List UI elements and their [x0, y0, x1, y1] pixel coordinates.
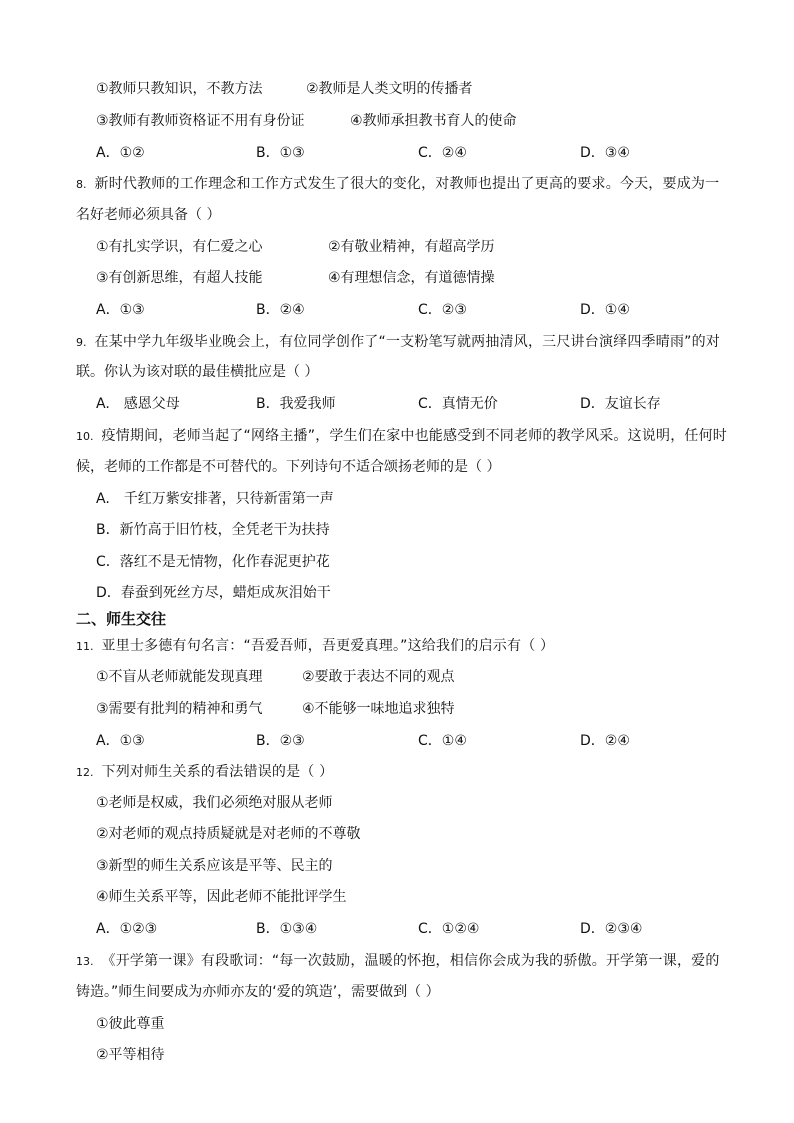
q12-stem — [76, 762, 333, 782]
q11-statement-2: ②要敢于表达不同的观点 — [302, 669, 455, 685]
q7-statement-4: ④教师承担教书育人的使命 — [350, 113, 517, 129]
q7-option-b[interactable]: B．①③ — [256, 145, 305, 161]
q7-option-a[interactable]: A．①② — [96, 145, 145, 161]
q11-statement-1: ①不盲从老师就能发现真理 — [96, 669, 263, 685]
q7-statement-2: ②教师是人类文明的传播者 — [306, 81, 473, 97]
q7-option-d[interactable]: D．③④ — [580, 145, 630, 161]
q8-statement-2: ②有敬业精神，有超高学历 — [328, 239, 495, 255]
q7-statement-1: ①教师只教知识，不教方法 — [96, 81, 263, 97]
q9-option-a[interactable]: A. 感恩父母 — [96, 396, 180, 412]
q9-option-d[interactable]: D．友谊长存 — [580, 396, 661, 412]
q8-stem — [76, 174, 719, 194]
question-number: 10. — [76, 430, 94, 443]
question-number: 9. — [76, 336, 87, 349]
q13-stem-line-2: 铸造。”师生间要成为亦师亦友的‘爱的筑造’，需要做到（ ） — [76, 984, 440, 1000]
q8-option-c[interactable]: C．②③ — [418, 302, 467, 318]
section-heading: 二、师生交往 — [76, 610, 167, 628]
q8-option-d[interactable]: D．①④ — [580, 302, 630, 318]
q12-statement-3: ③新型的师生关系应该是平等、民主的 — [96, 858, 333, 874]
q7-statement-3: ③教师有教师资格证不用有身份证 — [96, 113, 305, 129]
q12-statement-1: ①老师是权威，我们必须绝对服从老师 — [96, 795, 333, 811]
q11-stem — [76, 636, 554, 656]
question-number: 12. — [76, 766, 94, 779]
q10-option-b[interactable]: B．新竹高于旧竹枝，全凭老干为扶持 — [96, 522, 330, 538]
q13-statement-2: ②平等相待 — [96, 1047, 165, 1063]
q9-stem — [76, 332, 720, 352]
q12-option-d[interactable]: D．②③④ — [580, 921, 643, 937]
q8-option-b[interactable]: B．②④ — [256, 302, 305, 318]
q12-option-c[interactable]: C．①②④ — [418, 921, 480, 937]
q9-stem-line-2: 联。你认为该对联的最佳横批应是（ ） — [76, 364, 319, 380]
question-number: 11. — [76, 640, 94, 653]
q10-option-c[interactable]: C．落红不是无情物，化作春泥更护花 — [96, 554, 330, 570]
q11-stem-line-1: 亚里士多德有句名言：“吾爱吾师，吾更爱真理。”这给我们的启示有（ ） — [101, 638, 555, 654]
q10-option-a[interactable]: A. 千红万紫安排著，只待新雷第一声 — [96, 491, 334, 507]
q10-stem — [76, 426, 727, 446]
q13-stem — [76, 951, 720, 971]
q11-option-c[interactable]: C．①④ — [418, 733, 467, 749]
q9-option-b[interactable]: B．我爱我师 — [256, 396, 336, 412]
q8-statement-4: ④有理想信念，有道德情操 — [328, 270, 495, 286]
q12-option-a[interactable]: A．①②③ — [96, 921, 158, 937]
q8-statement-3: ③有创新思维，有超人技能 — [96, 270, 263, 286]
q10-option-d[interactable]: D．春蚕到死丝方尽，蜡炬成灰泪始干 — [96, 585, 331, 601]
q9-stem-line-1: 在某中学九年级毕业晚会上，有位同学创作了“一支粉笔写就两抽清风，三尺讲台演绎四季晴雨”的对 — [94, 334, 721, 350]
q11-statement-3: ③需要有批判的精神和勇气 — [96, 701, 263, 717]
q8-option-a[interactable]: A．①③ — [96, 302, 145, 318]
q9-option-c[interactable]: C．真情无价 — [418, 396, 498, 412]
q8-stem-line-2: 名好老师必须具备（ ） — [76, 207, 221, 223]
q11-option-a[interactable]: A．①③ — [96, 733, 145, 749]
q10-stem-line-2: 候，老师的工作都是不可替代的。下列诗句不适合颂扬老师的是（ ） — [76, 459, 501, 475]
q12-option-b[interactable]: B．①③④ — [256, 921, 318, 937]
q12-statement-4: ④师生关系平等，因此老师不能批评学生 — [96, 889, 347, 905]
q10-stem-line-1: 疫情期间，老师当起了“网络主播”，学生们在家中也能感受到不同老师的教学风采。这说明，任何时 — [101, 428, 728, 444]
q8-statement-1: ①有扎实学识，有仁爱之心 — [96, 239, 263, 255]
q11-option-d[interactable]: D．②④ — [580, 733, 630, 749]
q13-stem-line-1: 《开学第一课》有段歌词：“每一次鼓励，温暖的怀抱，相信你会成为我的骄傲。开学第一课，爱的 — [101, 953, 720, 969]
q13-statement-1: ①彼此尊重 — [96, 1016, 165, 1032]
q12-stem-line-1: 下列对师生关系的看法错误的是（ ） — [101, 764, 334, 780]
q7-option-c[interactable]: C．②④ — [418, 145, 467, 161]
q8-stem-line-1: 新时代教师的工作理念和工作方式发生了很大的变化，对教师也提出了更高的要求。今天，要成为一 — [94, 176, 720, 192]
question-number: 13. — [76, 955, 94, 968]
q11-option-b[interactable]: B．②③ — [256, 733, 305, 749]
question-number: 8. — [76, 178, 87, 191]
q12-statement-2: ②对老师的观点持质疑就是对老师的不尊敬 — [96, 826, 361, 842]
q11-statement-4: ④不能够一味地追求独特 — [302, 701, 455, 717]
